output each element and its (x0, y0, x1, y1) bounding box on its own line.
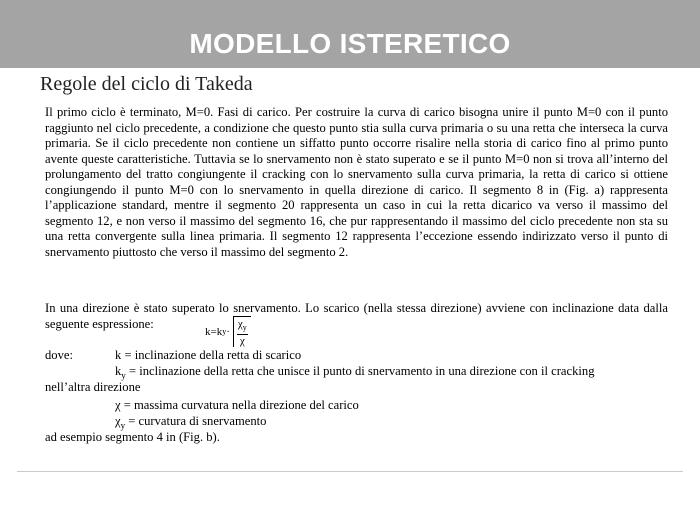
example-text: ad esempio segmento 4 in (Fig. b). (45, 430, 220, 444)
definition-chi-text: χ = massima curvatura nella direzione del carico (115, 398, 359, 412)
formula-lhs: k=k (205, 325, 223, 338)
definition-ky-continuation (0, 380, 700, 396)
formula-denominator: χ (239, 335, 245, 348)
definition-ky-cont: nell’altra direzione (45, 380, 141, 394)
definition-label: dove: (45, 348, 73, 362)
definition-chiy (0, 414, 700, 430)
paragraph-unloading: In una direzione è stato superato lo snervamento. Lo scarico (nella stessa direzione) avviene con inclinazione data dalla seguente espressione: (45, 301, 668, 331)
footer-divider (17, 471, 683, 472)
definition-ky (0, 364, 700, 380)
definition-chi (0, 398, 700, 414)
section-subtitle: Regole del ciclo di Takeda (40, 73, 253, 95)
stiffness-formula (205, 316, 251, 347)
definition-k (0, 348, 700, 364)
formula-lhs-sub: y (222, 326, 227, 336)
paragraph-loading-phase: Il primo ciclo è terminato, M=0. Fasi di carico. Per costruire la curva di carico bisogna unire il punto M=0 con il punto raggiunto nel ciclo precedente, a condizione che questo punto stia sulla curva primaria o su una retta che interseca la curva primaria. Se il ciclo precedente non contiene un siffatto punto occorre risalire nella storia di carico fino al primo punto avente queste caratteristiche. Tuttavia se lo snervamento non è stato superato e se il punto M=0 non si trova all’interno del prolungamento del tratto congiungente il cracking con lo snervamento sulla curva primaria, la retta di carico si ottiene congiungendo il punto M=0 con lo snervamento in quella direzione di carico. Il segmento 8 in (Fig. a) rappresenta l’applicazione standard, mentre il segmento 20 rappresenta un caso in cui la retta dicarico va verso il massimo del segmento 12, e non verso il massimo del segmento 16, che pur rappresentando il massimo del ciclo precedente non sta su una retta convergente sulla linea primaria. Il segmento 12 rappresenta l’eccezione essendo indirizzato verso il punto di snervamento piuttosto che verso il massimo del segmento 2. (45, 105, 668, 259)
formula-dot: · (226, 325, 230, 338)
slide-title: MODELLO ISTERETICO (189, 28, 511, 59)
example-line (0, 430, 700, 446)
formula-sqrt (233, 316, 251, 347)
definition-k-text: k = inclinazione della retta di scarico (115, 348, 302, 362)
formula-numerator: $\chi_y$ (237, 318, 248, 335)
definition-ky-text: $k_y$ = inclinazione della retta che unisce il punto di snervamento in una direzione con il cracking (115, 364, 595, 381)
definition-chiy-text: $\chi_y$ = curvatura di snervamento (115, 414, 267, 431)
